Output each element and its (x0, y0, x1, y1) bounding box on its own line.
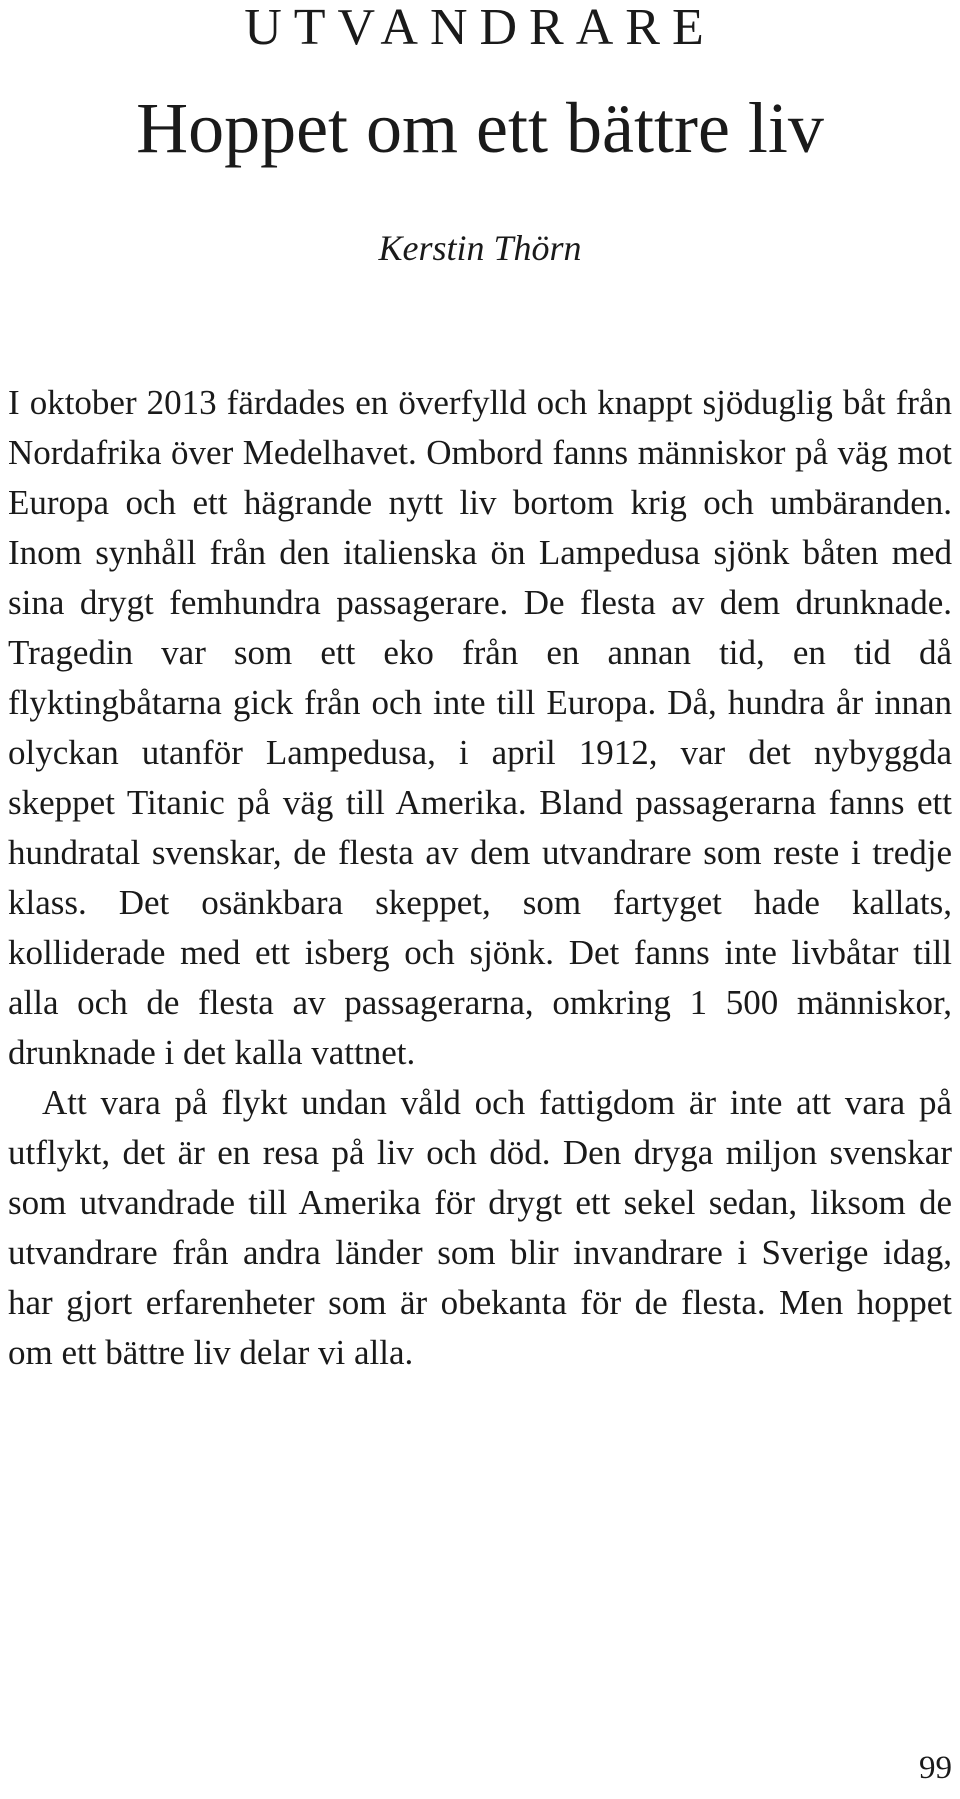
paragraph: Att vara på flykt undan våld och fattigdom är inte att vara på utflykt, det är en resa på liv och död. Den dryga miljon svenskar som utvandrade till Amerika för drygt ett sekel sedan, liksom de utvandrare från andra länder som blir invandrare i Sverige idag, har gjort erfarenheter som är obekanta för de flesta. Men hoppet om ett bättre liv delar vi alla. (8, 1083, 952, 1372)
author-name: Kerstin Thörn (378, 228, 582, 268)
section-kicker: UTVANDRARE (244, 0, 716, 56)
page-number: 99 (919, 1750, 952, 1786)
page-title: Hoppet om ett bättre liv (136, 88, 824, 168)
paragraph: I oktober 2013 färdades en överfylld och knappt sjöduglig båt från Nordafrika över Medelhavet. Ombord fanns människor på väg mot Europa och ett hägrande nytt liv bortom krig och umbäranden. Inom synhåll från den italienska ön Lampedusa sjönk båten med sina drygt femhundra passagerare. De flesta av dem drunknade. Tragedin var som ett eko från en annan tid, en tid då flyktingbåtarna gick från och inte till Europa. Då, hundra år innan olyckan utanför Lampedusa, i april 1912, var det nybyggda skeppet Titanic på väg till Amerika. Bland passagerarna fanns ett hundratal svenskar, de flesta av dem utvandrare som reste i tredje klass. Det osänkbara skeppet, som fartyget hade kallats, kolliderade med ett isberg och sjönk. Det fanns inte livbåtar till alla och de flesta av passagerarna, omkring 1 500 människor, drunknade i det kalla vattnet. (8, 383, 952, 1072)
body-text (8, 378, 952, 1378)
